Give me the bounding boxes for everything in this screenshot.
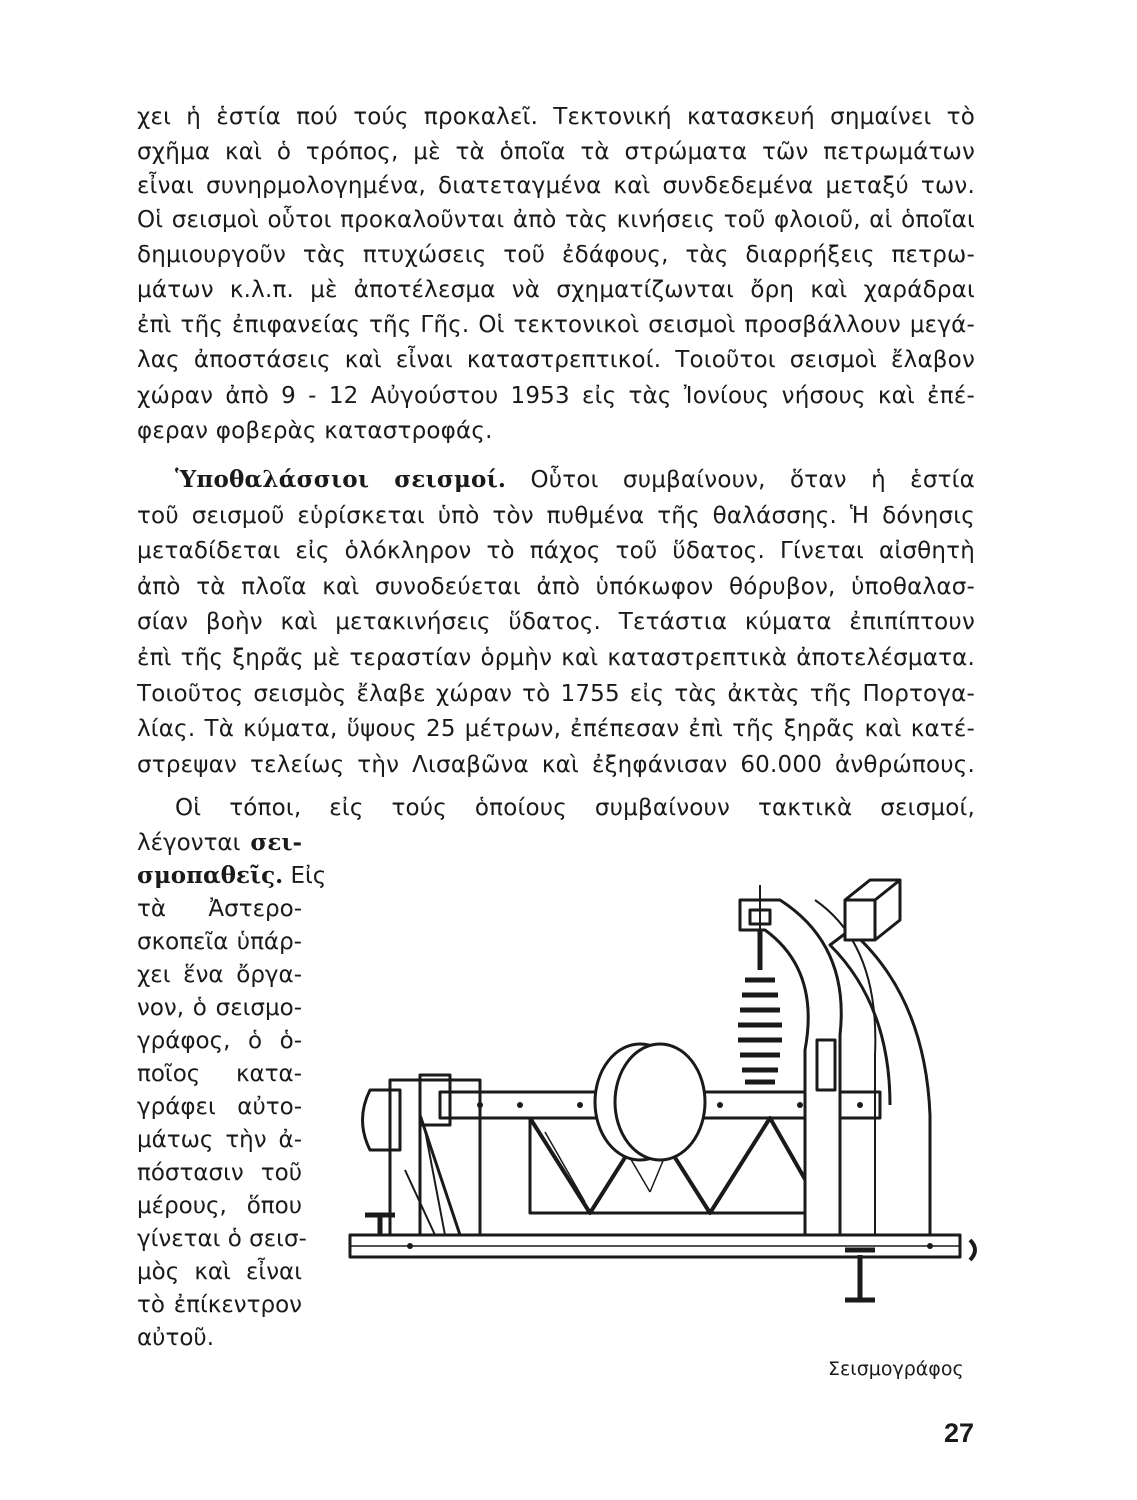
- text-line: χει ἡ ἑστία πού τούς προκαλεῖ. Τεκτονική κατασκευή σημαίνει τὸ: [137, 104, 975, 130]
- text-line: δημιουργοῦν τὰς πτυχώσεις τοῦ ἐδάφους, τὰς διαρρήξεις πετρω-: [137, 242, 975, 268]
- text-line: [175, 465, 975, 495]
- text-line: φεραν φοβερὰς καταστροφάς.: [137, 418, 493, 444]
- column-line: τὰ Ἀστερο-: [137, 896, 302, 922]
- text-line: μεταδίδεται εἰς ὁλόκληρον τὸ πάχος τοῦ ὕδατος. Γίνεται αἰσθητὴ: [137, 538, 975, 564]
- text-line: τοῦ σεισμοῦ εὑρίσκεται ὑπὸ τὸν πυθμένα τῆς θαλάσσης. Ἡ δόνησις: [137, 503, 975, 529]
- text-line: ἐπὶ τῆς ἐπιφανείας τῆς Γῆς. Οἱ τεκτονικοὶ σεισμοὶ προσβάλλουν μεγά-: [137, 312, 975, 338]
- column-line: γράφος, ὁ ὁ-: [137, 1028, 302, 1054]
- column-line: πόστασιν τοῦ: [137, 1160, 302, 1186]
- column-line: σκοπεῖα ὑπάρ-: [137, 929, 302, 955]
- text-line: χώραν ἀπὸ 9 - 12 Αὐγούστου 1953 εἰς τὰς Ἰονίους νήσους καὶ ἐπέ-: [137, 383, 975, 409]
- text-line: λίας. Τὰ κύματα, ὕψους 25 μέτρων, ἐπέπεσαν ἐπὶ τῆς ξηρᾶς καὶ κατέ-: [137, 716, 975, 742]
- column-line: μέρους, ὅπου: [137, 1193, 302, 1219]
- text-span: Οὗτοι συμβαίνουν, ὅταν ἡ ἑστία: [530, 467, 975, 493]
- text-line: ἐπὶ τῆς ξηρᾶς μὲ τεραστίαν ὁρμὴν καὶ καταστρεπτικὰ ἀποτελέσματα.: [137, 645, 975, 671]
- column-line: χει ἕνα ὄργα-: [137, 962, 302, 988]
- column-line: μὸς καὶ εἶναι: [137, 1259, 302, 1285]
- text-line: Οἱ σεισμοὶ οὗτοι προκαλοῦνται ἀπὸ τὰς κινήσεις τοῦ φλοιοῦ, αἱ ὁποῖαι: [137, 207, 975, 233]
- text-span: Εἰς: [283, 863, 327, 889]
- text-line: λας ἀποστάσεις καὶ εἶναι καταστρεπτικοί. Τοιοῦτοι σεισμοὶ ἔλαβον: [137, 347, 975, 373]
- column-line: αὐτοῦ.: [137, 1325, 215, 1351]
- text-line: σίαν βοὴν καὶ μετακινήσεις ὕδατος. Τετάστια κύματα ἐπιπίπτουν: [137, 609, 975, 635]
- column-line: [137, 861, 327, 891]
- column-line: μάτως τὴν ἀ-: [137, 1127, 302, 1153]
- text-line: Οἱ τόποι, εἰς τούς ὁποίους συμβαίνουν τακτικὰ σεισμοί,: [175, 795, 975, 821]
- column-line: [137, 828, 302, 858]
- bold-term: σμοπαθεῖς.: [137, 862, 284, 889]
- figure-caption: Σεισμογράφος: [828, 1358, 964, 1380]
- text-line: στρεψαν τελείως τὴν Λισαβῶνα καὶ ἐξηφάνισαν 60.000 ἀνθρώπους.: [137, 752, 975, 778]
- text-line: ἀπὸ τὰ πλοῖα καὶ συνοδεύεται ἀπὸ ὑπόκωφον θόρυβον, ὑποθαλασ-: [137, 574, 975, 600]
- text-line: μάτων κ.λ.π. μὲ ἀποτέλεσμα νὰ σχηματίζωνται ὄρη καὶ χαράδραι: [137, 277, 975, 303]
- column-line: γίνεται ὁ σεισ-: [137, 1226, 307, 1252]
- text-line: εἶναι συνηρμολογημένα, διατεταγμένα καὶ συνδεδεμένα μεταξύ των.: [137, 173, 975, 199]
- bold-term: σει-: [250, 829, 302, 856]
- text-span: λέγονται: [137, 830, 251, 856]
- column-line: ποῖος κατα-: [137, 1061, 302, 1087]
- column-line: τὸ ἐπίκεντρον: [137, 1292, 302, 1318]
- column-line: νον, ὁ σεισμο-: [137, 995, 302, 1021]
- page-number: 27: [944, 1418, 975, 1448]
- text-line: Τοιοῦτος σεισμὸς ἔλαβε χώραν τὸ 1755 εἰς τὰς ἀκτὰς τῆς Πορτογα-: [137, 681, 975, 707]
- seismograph-illustration-icon: [330, 870, 990, 1350]
- text-line: σχῆμα καὶ ὁ τρόπος, μὲ τὰ ὁποῖα τὰ στρώματα τῶν πετρωμάτων: [137, 139, 975, 165]
- section-heading: Ὑποθαλάσσιοι σεισμοί.: [175, 466, 507, 493]
- column-line: γράφει αὐτο-: [137, 1094, 302, 1120]
